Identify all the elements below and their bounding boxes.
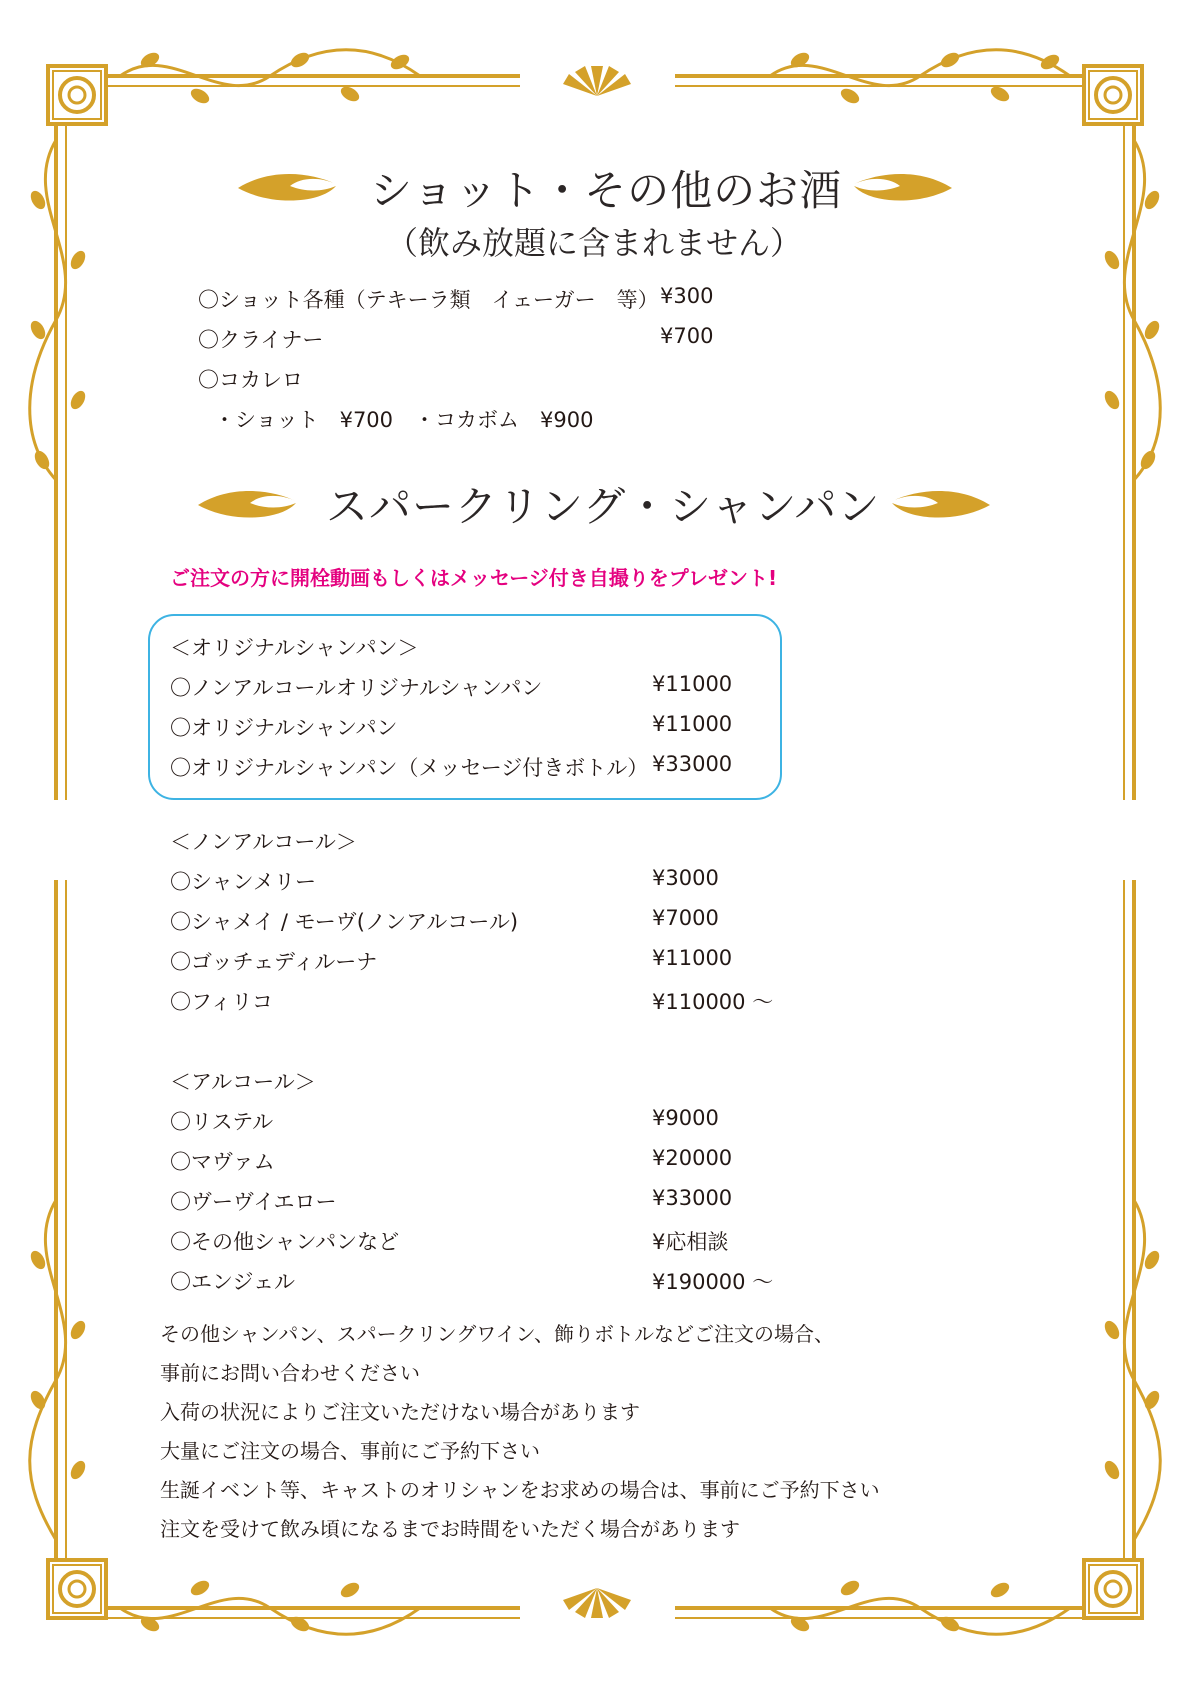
menu-item-price: ¥33000 [652,752,733,776]
menu-item-label: 〇ヴーヴイエロー [170,1190,337,1214]
promo-text: ご注文の方に開栓動画もしくはメッセージ付き自撮りをプレゼント! [170,566,778,590]
original-heading: ＜オリジナルシャンパン＞ [170,636,419,660]
note-line: 入荷の状況によりご注文いただけない場合があります [160,1400,640,1424]
note-line: その他シャンパン、スパークリングワイン、飾りボトルなどご注文の場合、 [160,1322,834,1346]
menu-item-price: ¥7000 [652,906,719,930]
menu-item-label: 〇その他シャンパンなど [170,1230,400,1254]
menu-item-label: 〇リステル [170,1110,274,1134]
menu-item-price: ¥9000 [652,1106,719,1130]
note-line: 注文を受けて飲み頃になるまでお時間をいただく場合があります [160,1517,740,1541]
menu-item-label: 〇ノンアルコールオリジナルシャンパン [170,676,543,700]
menu-item-price: ¥11000 [652,672,733,696]
menu-item-price: ¥190000 ～ [652,1270,774,1294]
alcohol-heading: ＜アルコール＞ [170,1070,316,1094]
menu-item-price: ¥33000 [652,1186,733,1210]
menu-item-price: ¥11000 [652,712,733,736]
note-line: 生誕イベント等、キャストのオリシャンをお求めの場合は、事前にご予約下さい [160,1478,880,1502]
menu-item-price: ¥110000 ～ [652,990,774,1014]
menu-item-label: 〇コカレロ [198,368,303,392]
note-line: 事前にお問い合わせください [160,1361,420,1385]
menu-item-label: 〇マヴァム [170,1150,275,1174]
menu-item-price: ¥20000 [652,1146,733,1170]
menu-item-price: ¥700 [660,324,714,348]
cocalero-detail: ・ショット ¥700 ・コカボム ¥900 [214,408,594,432]
menu-item-label: 〇クライナー [198,328,324,352]
nonalcohol-heading: ＜ノンアルコール＞ [170,830,357,854]
menu-item-price: ¥300 [660,284,714,308]
section1-title: ショット・その他のお酒 [370,166,843,215]
section2-title: スパークリング・シャンパン [326,482,881,531]
section1-subtitle: （飲み放題に含まれません） [386,224,803,262]
menu-item-label: 〇オリジナルシャンパン [170,716,398,740]
menu-item-label: 〇フィリコ [170,990,273,1014]
menu-item-label: 〇シャメイ / モーヴ(ノンアルコール) [170,910,519,934]
menu-item-price: ¥応相談 [652,1230,729,1254]
menu-item-label: 〇ゴッチェディルーナ [170,950,378,974]
menu-item-price: ¥3000 [652,866,719,890]
menu-item-label: 〇エンジェル [170,1270,296,1294]
menu-item-price: ¥11000 [652,946,733,970]
menu-item-label: 〇ショット各種（テキーラ類 イェーガー 等） [198,288,659,312]
menu-item-label: 〇オリジナルシャンパン（メッセージ付きボトル） [170,756,649,780]
note-line: 大量にご注文の場合、事前にご予約下さい [160,1439,540,1463]
menu-item-label: 〇シャンメリー [170,870,316,894]
